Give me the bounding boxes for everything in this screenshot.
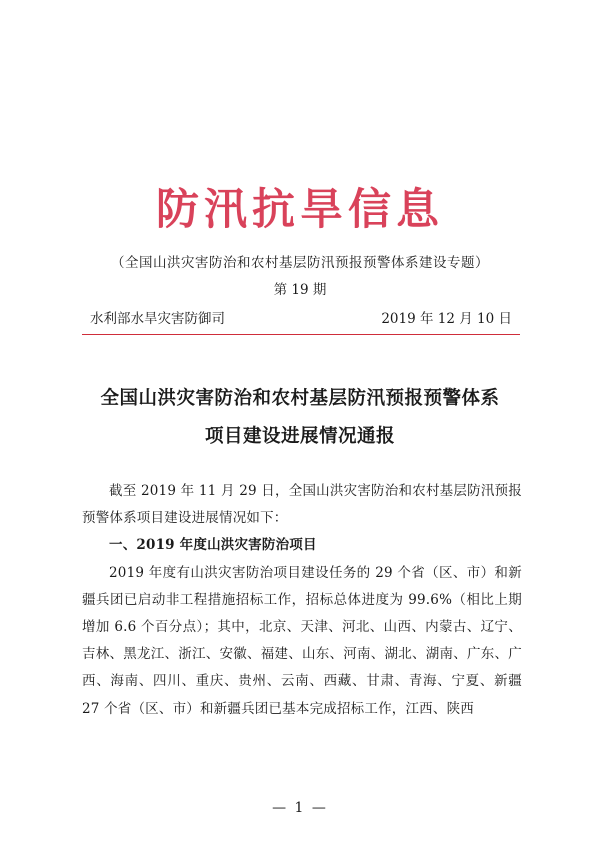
masthead-subtitle: （全国山洪灾害防治和农村基层防汛预报预警体系建设专题） [111,255,489,271]
article-title-line1: 全国山洪灾害防治和农村基层防汛预报预警体系 [100,388,500,409]
section-heading: 一、2019 年度山洪灾害防治项目 [109,537,317,554]
intro-paragraph: 截至 2019 年 11 月 29 日，全国山洪灾害防治和农村基层防汛预报预警体系项目建设进展情况如下： [82,483,522,527]
header-divider [82,334,520,335]
page-number: — 1 — [272,800,328,816]
publisher-org: 水利部水旱灾害防御司 [90,311,225,327]
issue-number: 第 19 期 [273,282,327,298]
publish-date: 2019 年 12 月 10 日 [381,311,512,327]
masthead-title: 防汛抗旱信息 [156,185,444,235]
article-body [82,478,522,723]
article-title-line2: 项目建设进展情况通报 [204,426,395,447]
article-title [70,380,530,456]
section-paragraph: 2019 年度有山洪灾害防治项目建设任务的 29 个省（区、市）和新疆兵团已启动非工程措施招标工作，招标总体进度为 99.6%（相比上期增加 6.6 个百分点）；其中，北京、天津、河北、山西、内蒙古、辽宁、吉林、黑龙江、浙江、安徽、福建、山东、河南、湖北、湖南、广东、广西、海南、四川、重庆、贵州、云南、西藏、甘肃、青海、宁夏、新疆 27 个省（区、市）和新疆兵团已基本完成招标工作，江西、陕西 [82,564,522,717]
